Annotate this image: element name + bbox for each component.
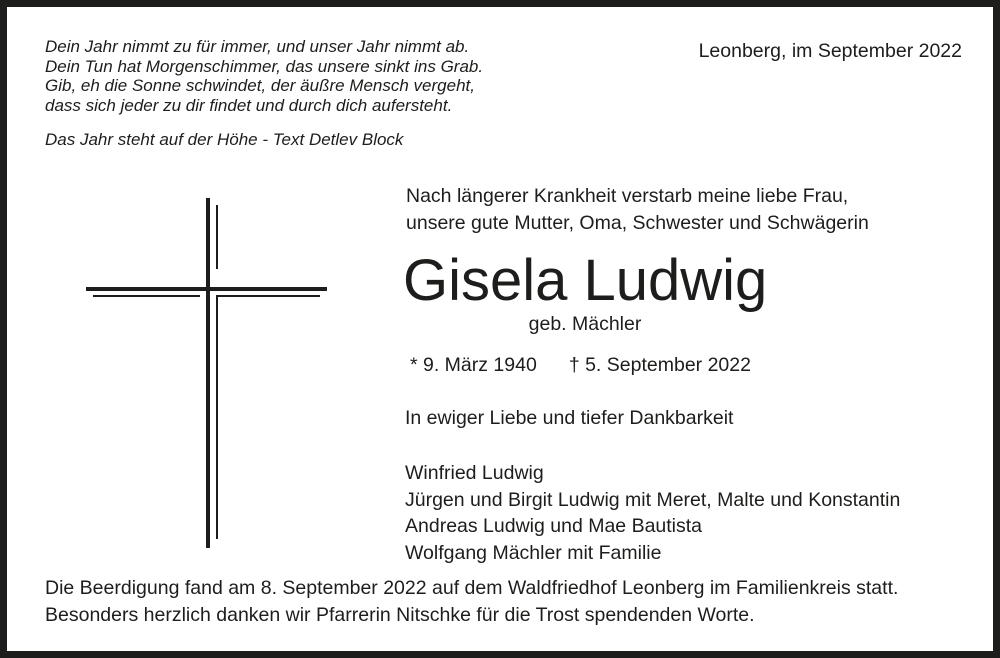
mourner-line: Jürgen und Birgit Ludwig mit Meret, Malte und Konstantin <box>405 488 901 511</box>
funeral-info <box>45 575 898 628</box>
funeral-info-line: Die Beerdigung fand am 8. September 2022 auf dem Waldfriedhof Leonberg im Familienkreis statt. <box>45 577 899 599</box>
mourner-line: Wolfgang Mächler mit Familie <box>405 542 662 565</box>
deceased-name: Gisela Ludwig <box>403 248 768 313</box>
mourner-line: Winfried Ludwig <box>405 462 544 484</box>
announcement-text <box>406 183 869 237</box>
maiden-name: geb. Mächler <box>528 313 642 335</box>
place-dateline: Leonberg, im September 2022 <box>698 40 962 62</box>
poem-line: Dein Jahr nimmt zu für immer, und unser Jahr nimmt ab. <box>45 37 470 56</box>
announcement-line: Nach längerer Krankheit verstarb meine liebe Frau, <box>406 185 849 207</box>
poem-line: Dein Tun hat Morgenschimmer, das unsere sinkt ins Grab. <box>45 56 484 76</box>
funeral-info-line: Besonders herzlich danken wir Pfarrerin Nitschke für die Trost spendenden Worte. <box>45 603 755 626</box>
mourner-line: Andreas Ludwig und Mae Bautista <box>405 515 703 538</box>
poem-line: Gib, eh die Sonne schwindet, der äußre Mensch vergeht, <box>45 76 475 95</box>
life-dates <box>410 353 751 377</box>
poem-line: dass sich jeder zu dir findet und durch dich aufersteht. <box>45 95 453 115</box>
poem <box>45 37 483 115</box>
closing-sentiment: In ewiger Liebe und tiefer Dankbarkeit <box>405 407 734 429</box>
mourners-list <box>405 460 900 567</box>
death-date: † 5. September 2022 <box>568 354 751 376</box>
cross-icon <box>85 195 329 551</box>
birth-date: * 9. März 1940 <box>410 354 537 376</box>
announcement-line: unsere gute Mutter, Oma, Schwester und Schwägerin <box>406 212 869 234</box>
poem-attribution: Das Jahr steht auf der Höhe - Text Detlev Block <box>45 130 404 149</box>
